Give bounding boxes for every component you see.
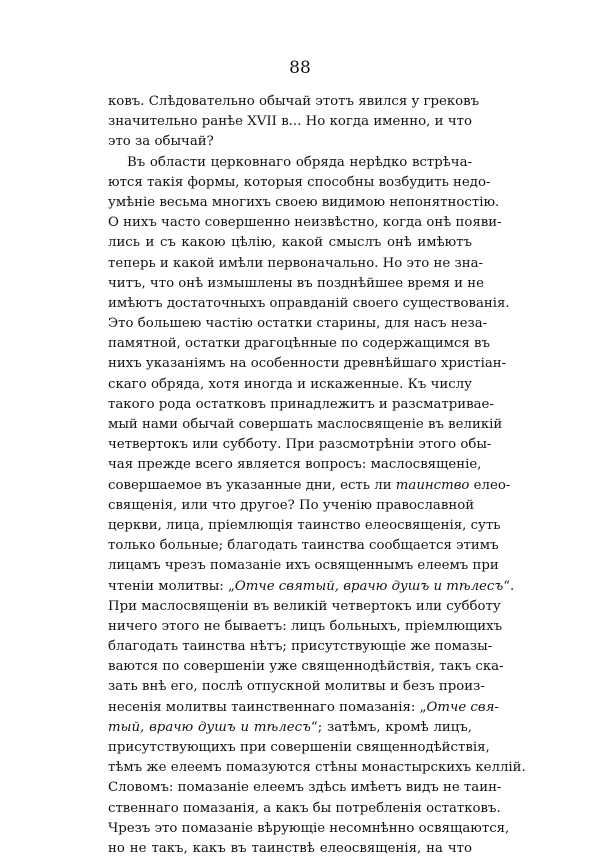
text-line: тый, врачю душъ и тѣлесъ“; затѣмъ, кромѣ лицъ,: [108, 719, 472, 735]
text-line: нихъ указаніямъ на особенности древнѣйшаго христіан-: [108, 356, 507, 372]
text-line: благодать таинства нѣтъ; присутствующіе же помазы-: [108, 639, 493, 655]
text-line: Чрезъ это помазаніе вѣрующіе несомнѣнно освящаются,: [108, 820, 510, 836]
text-line: чая прежде всего является вопросъ: маслосвященіе,: [108, 457, 482, 473]
text-line: священія, или что другое? По ученію православной: [108, 497, 475, 513]
text-line: О нихъ часто совершенно неизвѣстно, когда онѣ появи-: [108, 215, 502, 231]
text-line: Въ области церковнаго обряда нерѣдко встрѣча-: [127, 154, 472, 170]
text-line: тѣмъ же елеемъ помазуются стѣны монастырскихъ келлій.: [108, 760, 526, 776]
text-line: теперь и какой имѣли первоначально. Но это не зна-: [108, 255, 484, 271]
text-line: четвертокъ или субботу. При разсмотрѣніи этого обы-: [108, 437, 492, 453]
text-line: ковъ. Слѣдовательно обычай этотъ явился у грековъ: [108, 94, 480, 109]
text-line: имѣютъ достаточныхъ оправданій своего существованія.: [108, 295, 510, 311]
text-line: ются такія формы, которыя способны возбудить недо-: [108, 174, 491, 190]
page-number: 88: [289, 58, 311, 78]
text-line: но не такъ, какъ въ таинствѣ елеосвященія, на что: [108, 840, 472, 856]
text-line: ваются по совершеніи уже священнодѣйствія, такъ ска-: [108, 659, 504, 675]
text-line: умѣніе весьма многихъ своею видимою непонятностію.: [108, 194, 500, 210]
text-line: ственнаго помазанія, а какъ бы потребленія остатковъ.: [108, 800, 501, 816]
text-line: присутствующихъ при совершеніи священнодѣйствія,: [108, 740, 490, 755]
text-line: такого рода остатковъ принадлежитъ и разсматривае-: [108, 396, 494, 412]
text-line: церкви, лица, пріемлющія таинство елеосвященія, суть: [108, 517, 501, 533]
text-line: памятной, остатки драгоцѣнные по содержащимся въ: [108, 336, 490, 352]
text-line: мый нами обычай совершать маслосвященіе въ великій: [108, 417, 503, 432]
text-line: значительно ранѣе XVII в... Но когда именно, и что: [108, 114, 472, 130]
text-line: зать внѣ его, послѣ отпускной молитвы и безъ произ-: [108, 679, 485, 695]
text-line: это за обычай?: [108, 134, 214, 150]
text-line: ничего этого не бываетъ: лицъ больныхъ, пріемлющихъ: [108, 618, 503, 634]
text-line: читъ, что онѣ измышлены въ позднѣйшее время и не: [108, 275, 485, 291]
text-line: только больные; благодать таинства сообщается этимъ: [108, 538, 499, 554]
body-text: [108, 92, 526, 859]
text-line: Это большею частію остатки старины, для насъ неза-: [108, 316, 488, 332]
text-line: Словомъ: помазаніе елеемъ здѣсь имѣетъ видъ не таин-: [108, 780, 502, 796]
text-line: скаго обряда, хотя иногда и искаженные. Къ числу: [108, 376, 472, 392]
text-line: лись и съ какою цѣлію, какой смыслъ онѣ имѣютъ: [108, 235, 472, 251]
text-line: чтеніи молитвы: „Отче святый, врачю душъ и тѣлесъ“.: [108, 578, 515, 594]
text-line: совершаемое въ указанные дни, есть ли таинство елео-: [108, 477, 511, 493]
text-line: несенія молитвы таинственнаго помазанія: „Отче свя-: [108, 699, 499, 715]
text-line: лицамъ чрезъ помазаніе ихъ освященнымъ елеемъ при: [108, 558, 499, 574]
text-line: При маслосвященіи въ великій четвертокъ или субботу: [108, 598, 501, 614]
